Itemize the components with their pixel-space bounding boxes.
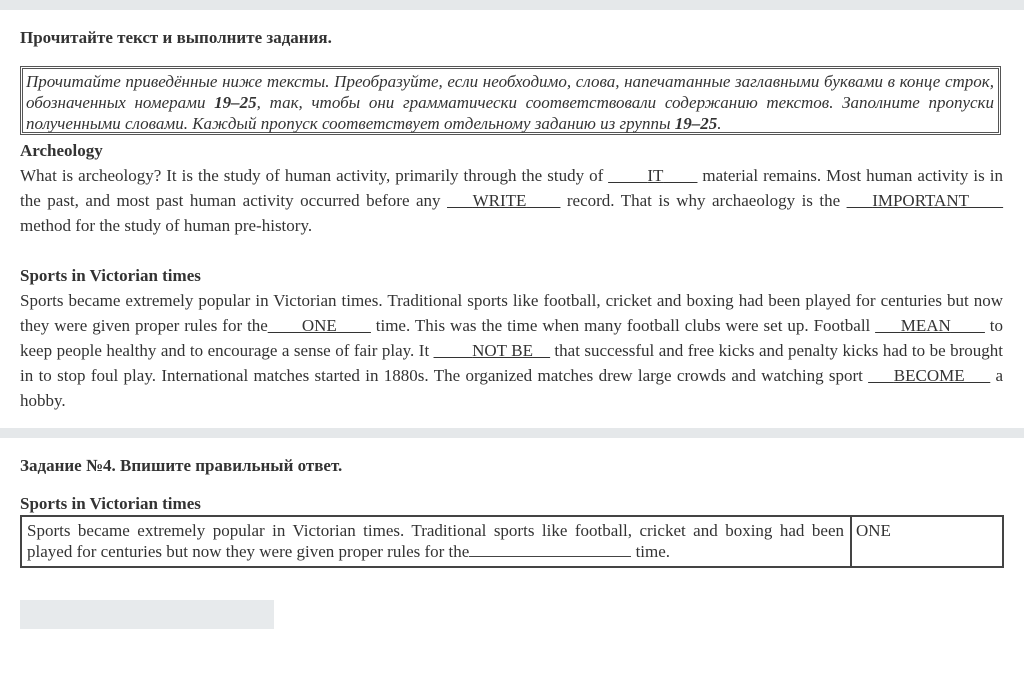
instruction-box (20, 66, 1001, 135)
instruction-heading: Прочитайте текст и выполните задания. (20, 28, 332, 47)
instruction-text: Прочитайте приведённые ниже тексты. Преобразуйте, если необходимо, слова, напечатанные заглавными буквами в конце строк, обозначенных номерами 19–25, так, чтобы они грамматически соответствовали содержанию текстов. Заполните пропуски полученными словами. Каждый пропуск соответствует отдельному заданию из группы 19–25. (22, 68, 999, 133)
range-label: 19–25 (674, 114, 718, 133)
task-question-cell: Sports became extremely popular in Victorian times. Traditional sports like football, cricket and boxing had been played for centuries but now they were given proper rules for the time. (22, 517, 852, 566)
task-heading: Задание №4. Впишите правильный ответ. (20, 456, 343, 475)
answer-blank (469, 542, 631, 557)
victorian-text: Sports became extremely popular in Victorian times. Traditional sports like football, cricket and boxing had been played for centuries but now they were given proper rules for the____ONE____ time. This was the time when many football clubs were set up. Football ___MEAN____ to keep people healthy and to encourage a sense of fair play. It ____ NOT BE__ that successful and free kicks and penalty kicks had to be brought in to stop foul play. International matches started in 1880s. The organized matches drew large crowds and watching sport ___BECOME___ a hobby. (20, 291, 1004, 410)
gap-word-not-be: NOT BE (472, 341, 533, 360)
gap-word-it: IT (647, 166, 664, 185)
answer-input[interactable] (20, 600, 274, 629)
gap-word-one: ONE (301, 316, 337, 335)
gap-prefix: ____ (608, 166, 648, 185)
task-section-title: Sports in Victorian times (20, 494, 201, 513)
gap-word-become: BECOME (893, 366, 965, 385)
section-divider (0, 428, 1024, 438)
gap-word-write: WRITE (472, 191, 527, 210)
task-table (20, 515, 1004, 568)
archeology-title: Archeology (20, 141, 103, 160)
archeology-text: What is archeology? It is the study of human activity, primarily through the study of ____ IT____ material remains. Most human activity is in the past, and most past human activity occurred before any ___WRITE____ record. That is why archaeology is the ___IMPORTANT____ method for the study of human pre-history. (20, 166, 1004, 235)
range-label: 19–25 (214, 93, 257, 112)
task-answer-cell: ONE (856, 521, 891, 540)
gap-word-important: IMPORTANT (872, 191, 969, 210)
top-bar (0, 0, 1024, 10)
victorian-title: Sports in Victorian times (20, 266, 201, 285)
gap-word-mean: MEAN (900, 316, 951, 335)
